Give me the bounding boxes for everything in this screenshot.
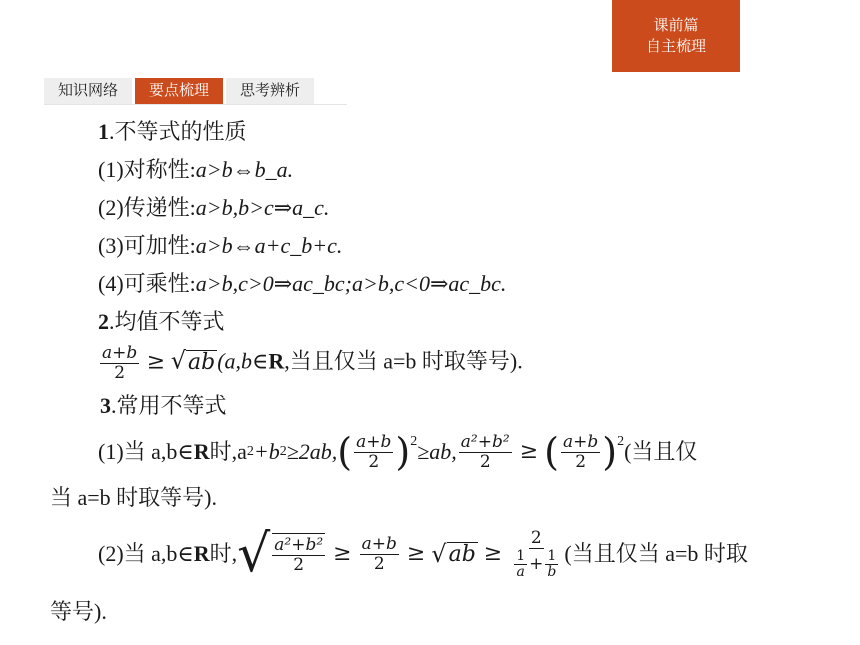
inequality-text: 等号). <box>50 599 107 624</box>
fraction-arith-mean <box>561 433 600 472</box>
fraction-numerator: a²+b² <box>460 431 510 452</box>
section-badge <box>612 0 740 72</box>
fraction-harmonic-mean <box>510 529 562 580</box>
plus-symbol: + <box>529 553 544 574</box>
condition-text: ,当且仅当 a=b 时取等号). <box>284 348 523 374</box>
exponent: 2 <box>279 444 287 459</box>
fraction-denominator: 2 <box>114 363 126 383</box>
property-label: (2)传递性: <box>98 195 196 220</box>
real-set-symbol: R <box>193 541 210 566</box>
inequality-lead: (2)当 a,b∈ <box>98 541 194 566</box>
geq-symbol: ≥ <box>519 439 539 464</box>
sqrt-icon: √ <box>431 540 447 568</box>
exponent: 2 <box>246 444 254 459</box>
paren-left-icon: ( <box>544 430 559 474</box>
property-label: (4)可乘性: <box>98 271 196 296</box>
fraction-denominator: b <box>547 563 557 580</box>
inequality-2 <box>98 522 748 586</box>
heading-common-inequalities <box>100 392 227 420</box>
property-label: (1)对称性: <box>98 157 196 182</box>
inequality-text: (当且仅 <box>624 439 698 464</box>
real-set-symbol: R <box>268 348 285 374</box>
tab-key-points[interactable]: 要点梳理 <box>135 78 223 104</box>
heading-number: 2 <box>98 309 109 334</box>
property-formula: a>b,c>0⇒ac_bc;a>b,c<0⇒ac_bc. <box>195 271 507 296</box>
heading-text: .均值不等式 <box>109 309 225 334</box>
mean-inequality-formula <box>98 344 523 388</box>
fraction-numerator: 1 <box>516 547 526 564</box>
geq-symbol: ≥ <box>483 541 503 566</box>
sqrt-content: ab <box>188 349 216 375</box>
geq-symbol: ≥ <box>406 541 426 566</box>
fraction-arith-mean <box>354 433 393 472</box>
paren-right-icon: ) <box>602 430 618 474</box>
property-formula: a>b,b>c⇒a_c. <box>195 195 330 220</box>
fraction-denominator <box>510 549 562 580</box>
heading-number: 1 <box>98 119 109 144</box>
tab-bar <box>44 78 317 104</box>
fraction-quadratic-mean <box>272 533 325 575</box>
sqrt-content: ab <box>448 541 476 567</box>
property-transitivity <box>98 194 329 222</box>
inequality-text: +b <box>253 439 280 464</box>
inequality-1 <box>98 428 697 476</box>
exponent: 2 <box>410 434 418 449</box>
tab-think-discuss[interactable]: 思考辨析 <box>226 78 314 104</box>
fraction-numerator: 1 <box>547 547 557 564</box>
inequality-text: 当 a=b 时取等号). <box>50 485 217 510</box>
property-symmetry <box>98 156 293 184</box>
fraction-denominator: 2 <box>293 555 305 575</box>
fraction-arith-mean <box>100 344 139 383</box>
fraction-numerator: a+b <box>361 533 397 554</box>
property-formula: a>b⇔a+c_b+c. <box>195 233 343 258</box>
sqrt-icon: √ <box>170 346 186 375</box>
fraction-arith-mean <box>360 535 399 574</box>
fraction-numerator: 2 <box>530 527 542 548</box>
fraction-numerator: a+b <box>102 343 138 363</box>
fraction-denominator: 2 <box>368 451 380 472</box>
inequality-text: 时,a <box>209 439 247 464</box>
inequality-text: (当且仅当 a=b 时取 <box>564 541 748 566</box>
inequality-text: ≥2ab, <box>286 439 338 464</box>
section-badge-line2: 自主梳理 <box>645 38 706 55</box>
heading-text: .常用不等式 <box>111 393 227 418</box>
fraction-reciprocal-a <box>514 549 527 580</box>
geq-symbol: ≥ <box>146 349 166 375</box>
fraction-numerator: a+b <box>562 431 599 452</box>
heading-properties <box>98 118 247 146</box>
fraction-denominator: a <box>516 563 525 580</box>
inequality-2-continued <box>50 598 107 626</box>
inequality-text: 时, <box>209 541 238 566</box>
fraction-numerator: a²+b² <box>274 535 324 555</box>
exponent: 2 <box>617 434 625 449</box>
paren-right-icon: ) <box>395 430 411 474</box>
fraction-quadratic-mean <box>459 433 512 472</box>
property-additivity <box>98 232 342 260</box>
condition-text: (a,b∈ <box>217 348 269 374</box>
sqrt-icon: √ <box>237 524 271 584</box>
fraction-denominator: 2 <box>479 451 491 472</box>
fraction-numerator: a+b <box>356 431 392 452</box>
property-multiplicativity <box>98 270 506 298</box>
heading-mean-inequality <box>98 308 225 336</box>
heading-text: .不等式的性质 <box>109 119 247 144</box>
heading-number: 3 <box>100 393 111 418</box>
section-badge-line1: 课前篇 <box>653 17 699 34</box>
geq-symbol: ≥ <box>333 541 352 566</box>
tab-knowledge-network[interactable]: 知识网络 <box>44 78 132 104</box>
inequality-text: ≥ab, <box>417 439 457 464</box>
tab-divider <box>44 104 347 105</box>
real-set-symbol: R <box>193 439 210 464</box>
property-formula: a>b⇔b_a. <box>195 157 294 182</box>
inequality-lead: (1)当 a,b∈ <box>98 439 194 464</box>
property-label: (3)可加性: <box>98 233 196 258</box>
fraction-denominator: 2 <box>373 553 385 574</box>
paren-left-icon: ( <box>337 430 353 474</box>
fraction-denominator: 2 <box>575 451 587 472</box>
fraction-reciprocal-b <box>545 549 558 580</box>
inequality-1-continued <box>50 484 217 512</box>
